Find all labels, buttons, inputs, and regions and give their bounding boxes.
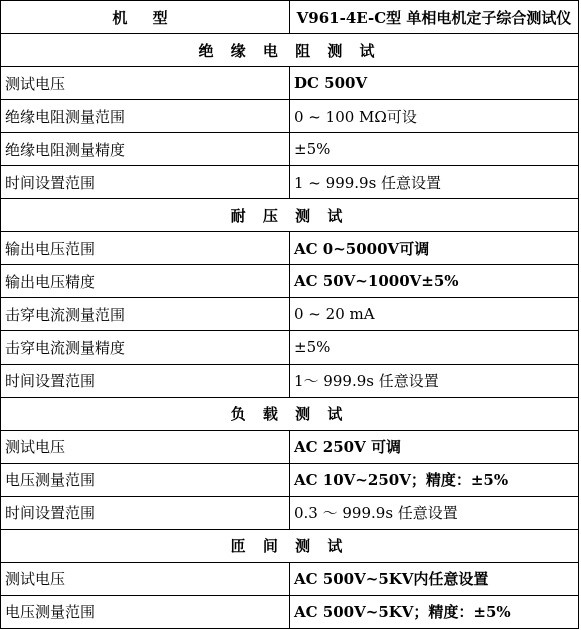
- section-header-load: [1, 397, 579, 430]
- row-label: 绝缘电阻测量范围: [1, 100, 290, 133]
- table-row: [1, 67, 579, 100]
- table-row: [1, 463, 579, 496]
- row-label: 击穿电流测量范围: [1, 298, 290, 331]
- row-label: 击穿电流测量精度: [1, 331, 290, 364]
- model-label: 机 型: [1, 1, 290, 34]
- row-label: 电压测量范围: [1, 463, 290, 496]
- section-title: 绝 缘 电 阻 测 试: [1, 34, 579, 67]
- model-value: V961-4E-C型 单相电机定子综合测试仪: [290, 1, 579, 34]
- row-value: DC 500V: [290, 67, 579, 100]
- table-row: [1, 232, 579, 265]
- row-value: AC 250V 可调: [290, 430, 579, 463]
- section-header-interturn: [1, 529, 579, 562]
- table-row: [1, 100, 579, 133]
- row-value: AC 500V~5KV；精度：±5%: [290, 595, 579, 628]
- table-row: [1, 133, 579, 166]
- row-label: 测试电压: [1, 430, 290, 463]
- section-header-insulation: [1, 34, 579, 67]
- table-row: [1, 562, 579, 595]
- row-value: 1～ 999.9s 任意设置: [290, 364, 579, 397]
- section-title: 负 载 测 试: [1, 397, 579, 430]
- row-label: 电压测量范围: [1, 595, 290, 628]
- table-row: [1, 595, 579, 628]
- row-value: 0.3 ～ 999.9s 任意设置: [290, 496, 579, 529]
- table-row: [1, 265, 579, 298]
- table-row: [1, 298, 579, 331]
- table-row: [1, 496, 579, 529]
- row-value: 1 ~ 999.9s 任意设置: [290, 166, 579, 199]
- row-label: 时间设置范围: [1, 166, 290, 199]
- row-value: AC 0~5000V可调: [290, 232, 579, 265]
- header-row: [1, 1, 579, 34]
- row-label: 输出电压精度: [1, 265, 290, 298]
- table-row: [1, 364, 579, 397]
- row-label: 时间设置范围: [1, 496, 290, 529]
- row-label: 输出电压范围: [1, 232, 290, 265]
- row-label: 时间设置范围: [1, 364, 290, 397]
- row-value: AC 50V~1000V±5%: [290, 265, 579, 298]
- table-row: [1, 331, 579, 364]
- section-title: 匝 间 测 试: [1, 529, 579, 562]
- row-label: 测试电压: [1, 562, 290, 595]
- row-value: ±5%: [290, 133, 579, 166]
- row-value: ±5%: [290, 331, 579, 364]
- section-title: 耐 压 测 试: [1, 199, 579, 232]
- table-row: [1, 166, 579, 199]
- row-label: 绝缘电阻测量精度: [1, 133, 290, 166]
- section-header-withstand: [1, 199, 579, 232]
- row-value: 0 ~ 20 mA: [290, 298, 579, 331]
- row-value: AC 500V~5KV内任意设置: [290, 562, 579, 595]
- row-value: AC 10V~250V；精度：±5%: [290, 463, 579, 496]
- row-label: 测试电压: [1, 67, 290, 100]
- table-row: [1, 430, 579, 463]
- row-value: 0 ~ 100 MΩ可设: [290, 100, 579, 133]
